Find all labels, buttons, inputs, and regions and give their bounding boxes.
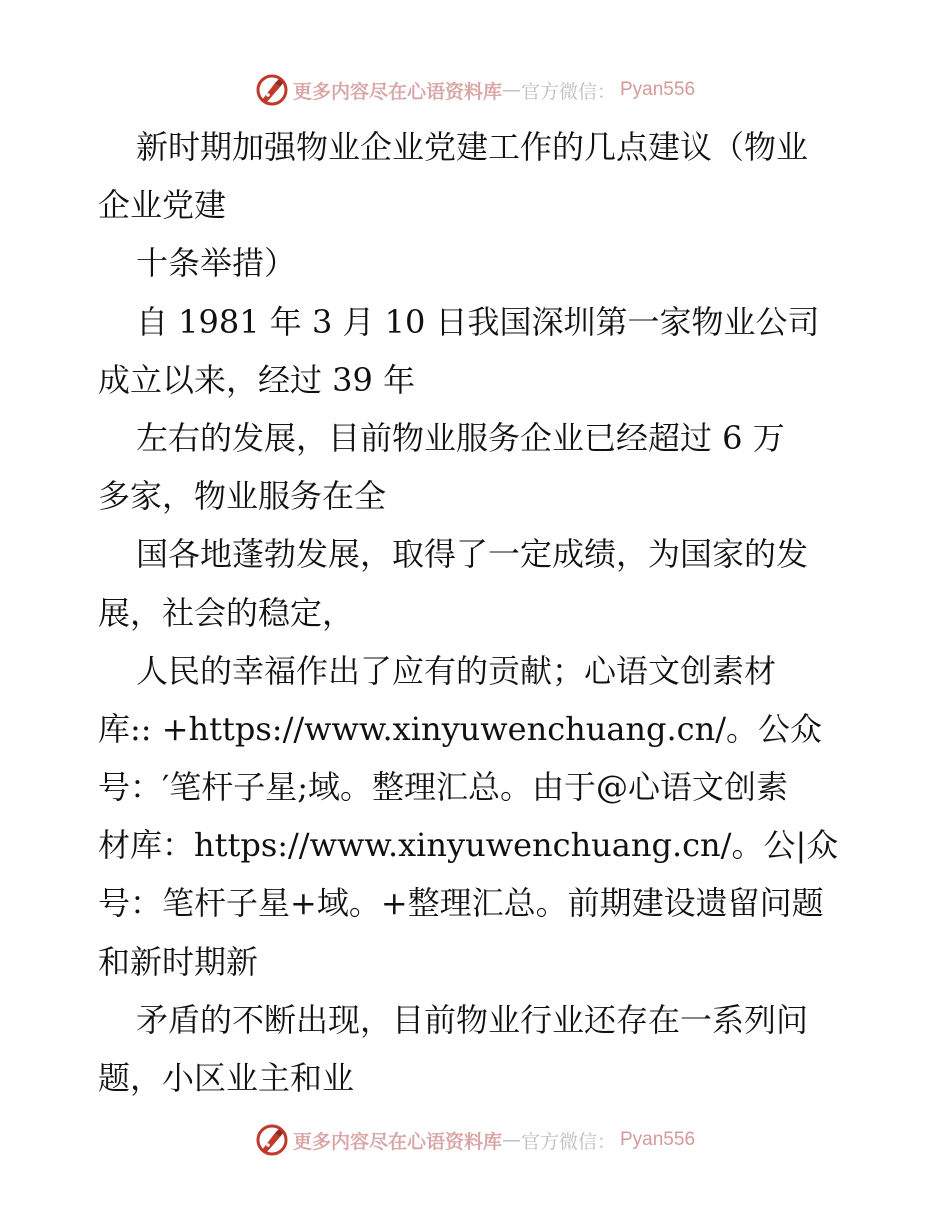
text-line: 题，小区业主和业 bbox=[98, 1059, 355, 1097]
text-line: 矛盾的不断出现，目前物业行业还存在一系列问 bbox=[136, 1000, 809, 1039]
text-line: 材库：https://www.xinyuwenchuang.cn/。公|众 bbox=[98, 826, 839, 865]
text-line: 多家，物业服务在全 bbox=[98, 477, 387, 516]
text-line: 号：′笔杆子星;域。整理汇总。由于@心语文创素 bbox=[98, 768, 789, 807]
banner-wechat-handle: Pyan556 bbox=[620, 79, 696, 100]
text-line: 展，社会的稳定， bbox=[98, 593, 355, 632]
pen-nib-logo-icon bbox=[255, 73, 289, 107]
header-banner bbox=[0, 70, 950, 110]
banner-main-text: 更多内容尽在心语资料库 bbox=[292, 1130, 502, 1153]
banner-wechat-label: 官方微信： bbox=[520, 80, 616, 103]
text-line: 库:: +https://www.xinyuwenchuang.cn/。公众 bbox=[98, 709, 822, 748]
banner-wechat-label: 官方微信： bbox=[520, 1130, 616, 1153]
banner-wechat-handle: Pyan556 bbox=[620, 1129, 696, 1150]
text-line: 号：笔杆子星+域。+整理汇总。前期建设遗留问题 bbox=[98, 884, 824, 923]
text-line: 自 1981 年 3 月 10 日我国深圳第一家物业公司 bbox=[136, 302, 820, 341]
text-line: 国各地蓬勃发展，取得了一定成绩，为国家的发 bbox=[136, 535, 809, 574]
text-line: 左右的发展，目前物业服务企业已经超过 6 万 bbox=[136, 418, 785, 457]
document-body bbox=[98, 118, 858, 1107]
text-line: 成立以来，经过 39 年 bbox=[98, 360, 416, 399]
banner-main-text: 更多内容尽在心语资料库 bbox=[292, 80, 502, 103]
footer-banner bbox=[0, 1120, 950, 1160]
text-line: 新时期加强物业企业党建工作的几点建议（物业 bbox=[136, 128, 809, 166]
banner-separator: — bbox=[501, 1129, 521, 1151]
banner-separator: — bbox=[501, 79, 521, 101]
text-line: 人民的幸福作出了应有的贡献；心语文创素材 bbox=[136, 651, 777, 690]
text-line: 企业党建 bbox=[98, 186, 227, 225]
text-line: 十条举措） bbox=[136, 244, 297, 283]
text-line: 和新时期新 bbox=[98, 942, 259, 981]
pen-nib-logo-icon bbox=[255, 1123, 289, 1157]
